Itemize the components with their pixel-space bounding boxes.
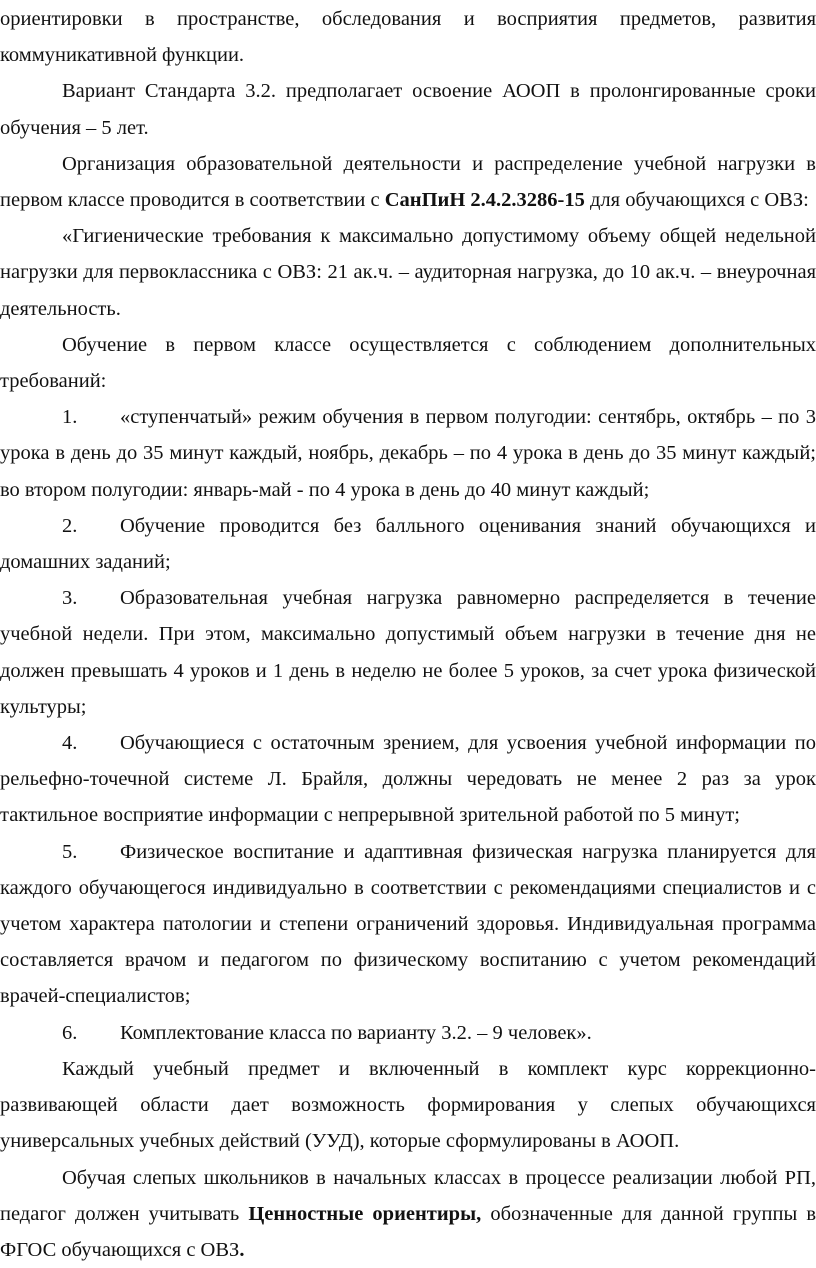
- list-item-number: 3.: [62, 580, 120, 616]
- list-item: [0, 1015, 816, 1051]
- paragraph-continuation: ориентировки в пространстве, обследования и восприятия предметов, развития коммуникативной функции.: [0, 1, 816, 73]
- list-item: [0, 399, 816, 508]
- list-item-text: Обучение проводится без балльного оценивания знаний обучающихся и домашних заданий;: [0, 515, 816, 573]
- list-item-number: 1.: [62, 399, 120, 435]
- paragraph-organization: [0, 146, 816, 218]
- paragraph-organization-text: Организация образовательной деятельности и распределение учебной нагрузки в первом классе проводится в соответствии с: [0, 153, 816, 211]
- list-item: [0, 725, 816, 834]
- paragraph-end-period: .: [239, 1239, 244, 1261]
- paragraph-hygienic-requirements: «Гигиенические требования к максимально допустимому объему общей недельной нагрузки для первоклассника с ОВЗ: 21 ак.ч. – аудиторная нагрузка, до 10 ак.ч. – внеурочная деятельность.: [0, 218, 816, 327]
- list-item: [0, 834, 816, 1015]
- paragraph-value-orientations: [0, 1160, 816, 1268]
- list-item: [0, 580, 816, 725]
- list-item: [0, 508, 816, 580]
- value-orientations-term: Ценностные ориентиры,: [248, 1203, 481, 1225]
- paragraph-value-orientations-tail: обозначенные для данной группы в ФГОС обучающихся с ОВЗ: [0, 1203, 816, 1261]
- paragraph-additional-requirements: Обучение в первом классе осуществляется с соблюдением дополнительных требований:: [0, 327, 816, 399]
- paragraph-organization-tail: для обучающихся с ОВЗ:: [585, 189, 809, 211]
- list-item-number: 6.: [62, 1015, 120, 1051]
- list-item-text: Физическое воспитание и адаптивная физическая нагрузка планируется для каждого обучающегося индивидуально в соответствии с рекомендациями специалистов и с учетом характера патологии и степени ограничений здоровья. Индивидуальная программа составляется врачом и педагогом по физическому воспитанию с учетом рекомендаций врачей-специалистов;: [0, 841, 816, 1008]
- paragraph-value-orientations-text: Обучая слепых школьников в начальных классах в процессе реализации любой РП, педагог должен учитывать: [0, 1167, 816, 1225]
- list-item-text: Обучающиеся с остаточным зрением, для усвоения учебной информации по рельефно-точечной системе Л. Брайля, должны чередовать не менее 2 раз за урок тактильное восприятие информации с непрерывной зрительной работой по 5 минут;: [0, 732, 816, 826]
- paragraph-uud: Каждый учебный предмет и включенный в комплект курс коррекционно-развивающей области дает возможность формирования у слепых обучающихся универсальных учебных действий (УУД), которые сформулированы в АООП.: [0, 1051, 816, 1160]
- list-item-number: 2.: [62, 508, 120, 544]
- list-item-text: «ступенчатый» режим обучения в первом полугодии: сентябрь, октябрь – по 3 урока в день до 35 минут каждый, ноябрь, декабрь – по 4 урока в день до 35 минут каждый; во втором полугодии: январь-май - по 4 урока в день до 40 минут каждый;: [0, 406, 816, 500]
- list-item-number: 5.: [62, 834, 120, 870]
- list-item-number: 4.: [62, 725, 120, 761]
- list-item-text: Образовательная учебная нагрузка равномерно распределяется в течение учебной недели. При этом, максимально допустимый объем нагрузки в течение дня не должен превышать 4 уроков и 1 день в неделю не более 5 уроков, за счет урока физической культуры;: [0, 587, 816, 718]
- list-item-text: Комплектование класса по варианту 3.2. – 9 человек».: [120, 1022, 592, 1044]
- sanpin-reference: СанПиН 2.4.2.3286-15: [385, 189, 585, 211]
- paragraph-standard-variant: Вариант Стандарта 3.2. предполагает освоение АООП в пролонгированные сроки обучения – 5 лет.: [0, 73, 816, 145]
